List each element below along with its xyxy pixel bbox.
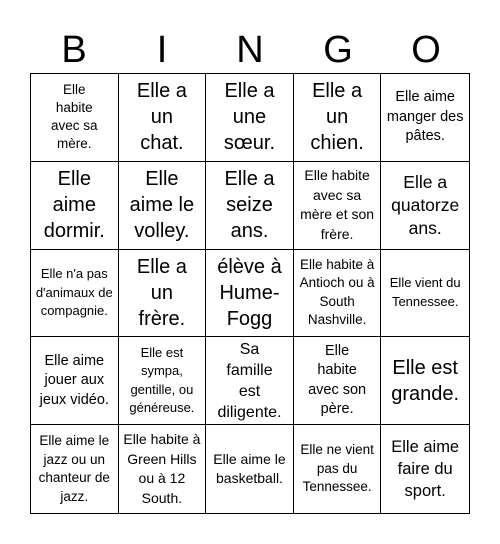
cell-text: Elle aime le volley. (129, 168, 195, 243)
cell-text: Elle vient du Tennessee. (389, 275, 461, 309)
bingo-cell[interactable] (381, 425, 469, 513)
cell-text: Elle habite à Green Hills ou à 12 South. (123, 431, 201, 506)
bingo-cell[interactable] (294, 162, 382, 250)
bingo-cell[interactable] (294, 425, 382, 513)
bingo-cell[interactable] (31, 162, 119, 250)
bingo-cell[interactable] (294, 337, 382, 425)
bingo-cell[interactable] (31, 250, 119, 338)
cell-text: Elle aime faire du sport. (391, 438, 460, 501)
bingo-cell[interactable] (31, 74, 119, 162)
bingo-cell[interactable] (31, 337, 119, 425)
bingo-cell[interactable] (31, 425, 119, 513)
bingo-grid (30, 73, 470, 514)
cell-text: Sa famille est diligente. (217, 340, 282, 421)
cell-text: Elle a un frère. (136, 255, 187, 330)
bingo-cell[interactable] (381, 337, 469, 425)
bingo-cell[interactable] (206, 74, 294, 162)
bingo-cell[interactable] (381, 250, 469, 338)
bingo-cell[interactable] (381, 74, 469, 162)
cell-text: Elle aime le basketball. (213, 450, 286, 487)
header-letter-b: B (61, 29, 87, 71)
header-letter-n: N (236, 29, 264, 71)
bingo-cell[interactable] (294, 250, 382, 338)
cell-text: Elle habite avec son père. (308, 342, 367, 418)
cell-text: Elle habite à Antioch ou à South Nashville. (299, 256, 375, 328)
cell-text: Elle aime dormir. (43, 168, 105, 243)
bingo-cell[interactable] (119, 250, 207, 338)
bingo-cell[interactable] (294, 74, 382, 162)
bingo-cell[interactable] (381, 162, 469, 250)
bingo-cell[interactable] (206, 425, 294, 513)
header-letter-g: G (323, 29, 353, 71)
cell-text: Elle a une sœur. (223, 80, 276, 155)
cell-text: Elle habite avec sa mère. (51, 82, 98, 152)
bingo-header (30, 26, 470, 74)
bingo-cell[interactable] (206, 250, 294, 338)
cell-text: Elle n'a pas d'animaux de compagnie. (35, 266, 113, 319)
header-letter-i: I (156, 29, 168, 71)
cell-text: Elle a un chien. (310, 80, 364, 155)
cell-text: Elle a seize ans. (224, 168, 275, 243)
cell-text: Elle est grande. (391, 356, 460, 405)
cell-text: Elle est sympa, gentille, ou généreuse. (129, 344, 195, 416)
bingo-cell[interactable] (119, 337, 207, 425)
cell-text: Elle aime le jazz ou un chanteur de jazz. (38, 433, 110, 504)
cell-text: Elle habite avec sa mère et son frère. (300, 167, 375, 242)
bingo-cell[interactable] (119, 162, 207, 250)
cell-text: Elle a quatorze ans. (391, 171, 460, 238)
cell-text: élève à Hume-Fogg (217, 255, 282, 330)
cell-text: Elle aime manger des pâtes. (386, 89, 464, 145)
header-letter-o: O (411, 29, 441, 71)
bingo-cell[interactable] (206, 162, 294, 250)
bingo-cell[interactable] (206, 337, 294, 425)
bingo-cell[interactable] (119, 425, 207, 513)
bingo-cell[interactable] (119, 74, 207, 162)
cell-text: Elle aime jouer aux jeux vidéo. (39, 352, 109, 408)
cell-text: Elle ne vient pas du Tennessee. (300, 442, 374, 495)
cell-text: Elle a un chat. (136, 80, 187, 155)
